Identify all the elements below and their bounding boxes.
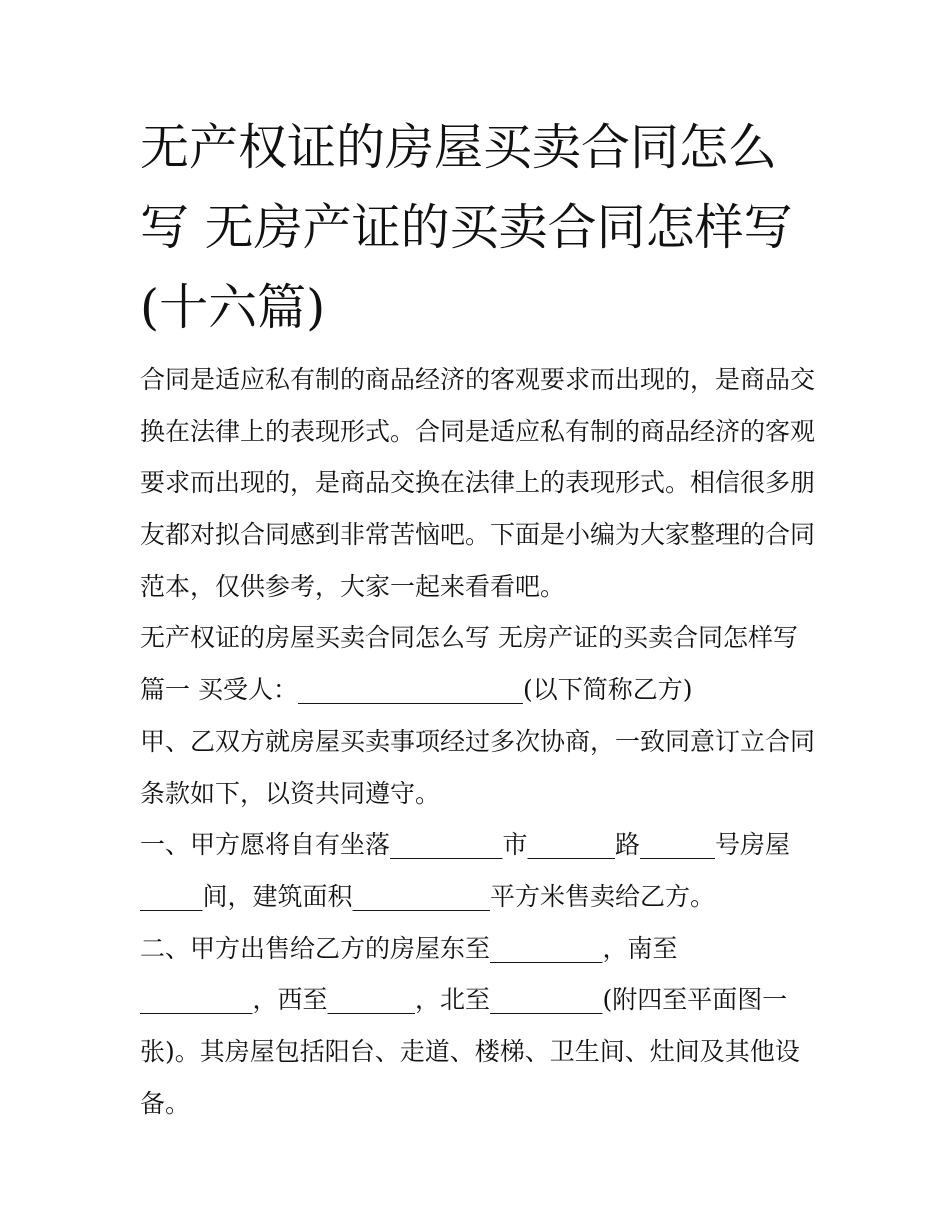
title-line: (十六篇) [140,279,326,336]
body-line: 条款如下，以资共同遵守。 [140,778,441,808]
body-line: _________，西至_______，北至_________(附四至平面图一 [140,985,788,1015]
body-line: 张)。其房屋包括阳台、走道、楼梯、卫生间、灶间及其他设 [140,1036,800,1066]
document-body [140,354,820,1129]
body-line: 无产权证的房屋买卖合同怎么写 无房产证的买卖合同怎样写 [140,623,798,653]
body-line: 范本，仅供参考，大家一起来看看吧。 [140,571,566,601]
body-line: _____间，建筑面积___________平方米售卖给乙方。 [140,881,716,911]
title-line: 写 无房产证的买卖合同怎样写 [140,199,793,256]
body-line: 二、甲方出售给乙方的房屋东至_________，南至 [140,933,678,963]
body-line: 甲、乙双方就房屋买卖事项经过多次协商，一致同意订立合同 [140,726,816,756]
body-line: 换在法律上的表现形式。合同是适应私有制的商品经济的客观 [140,416,816,446]
body-line: 备。 [140,1088,191,1118]
body-line: 篇一 买受人：__________________(以下简称乙方) [140,675,693,705]
body-line: 要求而出现的，是商品交换在法律上的表现形式。相信很多朋 [140,468,816,498]
body-line: 一、甲方愿将自有坐落_________市_______路______号房屋 [140,830,791,860]
body-line: 友都对拟合同感到非常苦恼吧。下面是小编为大家整理的合同 [140,520,816,550]
title-line: 无产权证的房屋买卖合同怎么 [140,119,778,176]
body-line: 合同是适应私有制的商品经济的客观要求而出现的，是商品交 [140,365,816,394]
document-title [140,108,840,348]
